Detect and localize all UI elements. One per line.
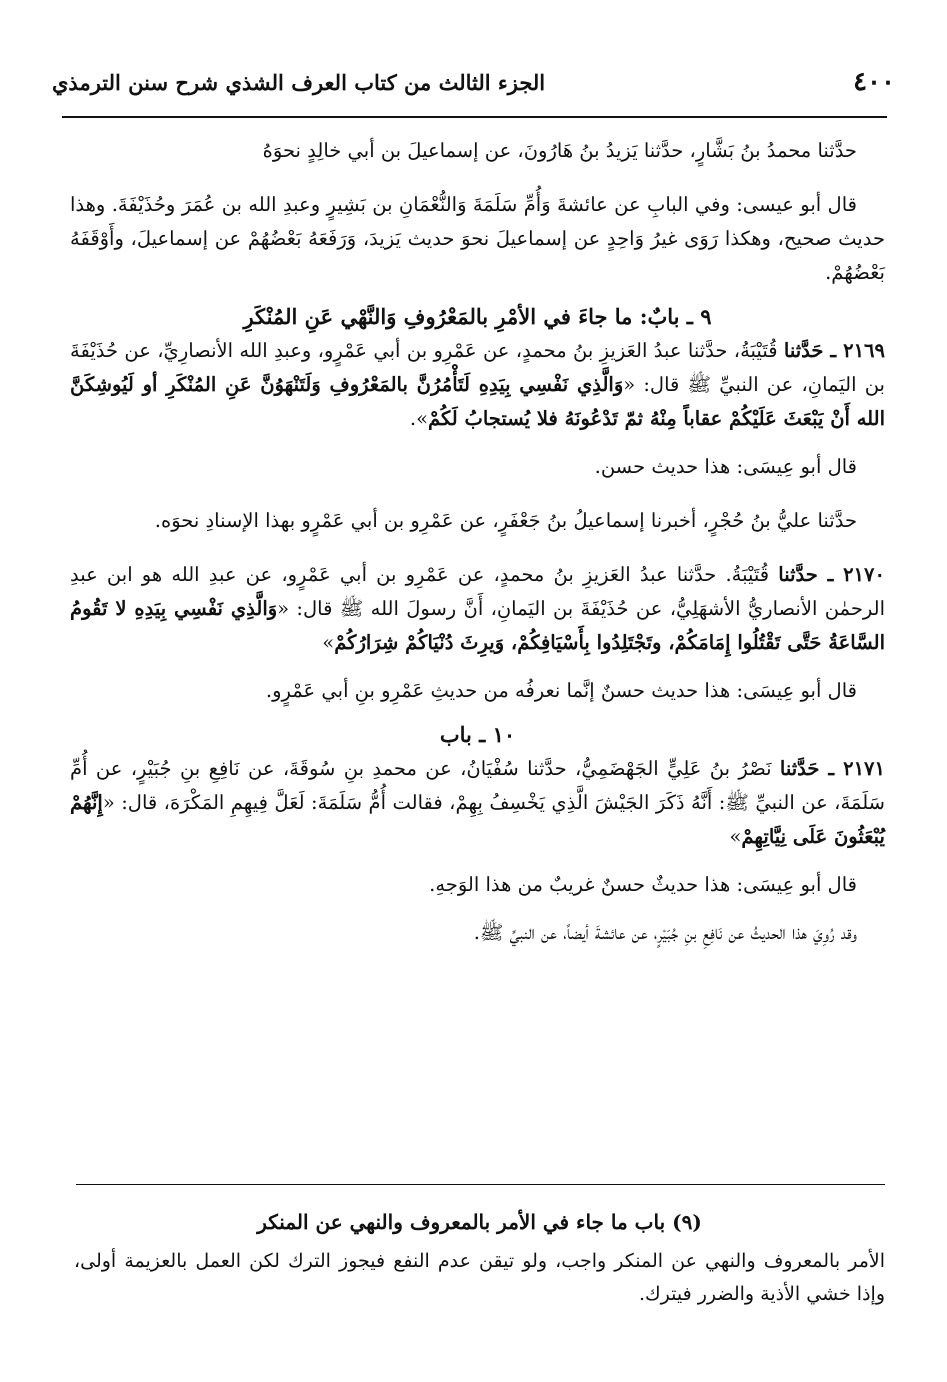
paragraph-isnad-2: حدَّثنا عليُّ بنُ حُجْرٍ، أخبرنا إسماعيلُ بنُ جَعْفَرٍ، عن عَمْرِو بن أبي عَمْرٍو بهذا الإسنادِ نحوَه. [154, 509, 857, 532]
hadith-matn: وَالَّذِي نَفْسِي بِيَدِهِ لا تَقُومُ السَّاعَةُ حَتَّى تَقْتُلُوا إِمَامَكُمْ، وتَجْتَلِدُوا بِأَسْيَافِكُمْ، وَيرِثَ دُنْيَاكُمْ شِرَارُكُمْ [70, 597, 885, 654]
paragraph-abu-isa-2: قال أبو عِيسَى: هذا حديث حسن. [594, 455, 857, 478]
paragraph-abu-isa-4: قال أبو عِيسَى: هذا حديثٌ حسنٌ غريبٌ من هذا الوَجهِ. [429, 873, 857, 896]
footnote-title: (٩) باب ما جاء في الأمر بالمعروف والنهي عن المنكر [257, 1210, 702, 1234]
header-rule [62, 116, 887, 118]
quote-close: » [322, 631, 335, 654]
hadith-isnad: نَصْرُ بنُ عَلِيٍّ الجَهْضَمِيُّ، حدَّثنا سُفْيَانُ، عن محمدِ بنِ سُوقَةَ، عن نَافِعِ بنِ جُبَيْرٍ، عن أُمِّ سَلَمَةَ، عن النبيِّ ﷺ: أَنَّهُ ذَكَرَ الجَيْشَ الَّذِي يَخْسِفُ بِهِمْ، فقالت أُمُّ سَلَمَةَ: لَعَلَّ فِيهِمِ المَكْرَهَ، قال: « [70, 757, 885, 814]
page-header [52, 62, 895, 102]
paragraph-riwaya: وقد رُوِيَ هذا الحديثُ عن نَافِعِ بنِ جُبَيْرٍ، عن عائشةَ أيضاً، عن النبيِّ ﷺ. [473, 921, 857, 944]
chapter-heading-9: ٩ ـ بابٌ: ما جاءَ في الأمْرِ بالمَعْرُوفِ وَالنَّهْي عَنِ المُنْكَرِ [243, 304, 712, 329]
hadith-2171 [70, 752, 885, 854]
footnote-rule [76, 1184, 885, 1185]
paragraph-isnad-1: حدَّثنا محمدُ بنُ بَشَّارٍ، حدَّثنا يَزيدُ بنُ هَارُونَ، عن إسماعيلَ بن أبي خالِدٍ نحوَهُ [262, 139, 857, 162]
quote-close: ». [409, 407, 429, 430]
hadith-number: ٢١٧٠ ـ حدَّثنا [778, 563, 885, 586]
hadith-isnad: قُتَيْبَةُ. حدَّثنا عبدُ العَزيزِ بنُ محمدٍ، عن عَمْرِو بن أبي عَمْرٍو، عن عبدِ الله هو ابن عبدِ الرحمٰن الأنصاريُّ الأشهَلِيُّ، عن حُذَيْفَةَ بن اليَمانِ، أَنَّ رسولَ الله ﷺ قال: « [70, 563, 885, 620]
paragraph-abu-isa-1: قال أبو عيسى: وفي البابِ عن عائشةَ وَأُمِّ سَلَمَةَ وَالنُّعْمَانِ بن بَشِيرٍ وعبدِ الله بن عُمَرَ وحُذَيْفَةَ. وهذا حديث صحيح، وهكذا رَوَى غيرُ وَاحِدٍ عن إسماعيلَ نحوَ حديث يَزيدَ، وَرَفَعَهُ بَعْضُهُمْ عن إسماعيلَ، وأَوْقَفَهُ بَعْضُهُمْ. [70, 193, 885, 284]
hadith-isnad: قُتَيْبَةُ، حدَّثنا عبدُ العَزيزِ بنُ محمدٍ، عن عَمْرِو بن أبي عَمْرٍو، وعبدِ الله الأنصارِيِّ، عن حُذَيْفَةَ بن اليَمانِ، عن النبيِّ ﷺ قال: « [70, 339, 885, 396]
quote-close: » [729, 825, 742, 848]
chapter-heading-10: ١٠ ـ باب [439, 722, 516, 747]
hadith-matn: إِنَّهُمْ يُبْعَثُونَ عَلَى نِيَّاتِهِمْ [70, 791, 885, 848]
main-text [70, 134, 885, 950]
hadith-number: ٢١٦٩ ـ حَدَّثنا [783, 339, 885, 362]
footnote [74, 1206, 885, 1311]
hadith-2170 [70, 558, 885, 660]
page-number: ٤٠٠ [853, 67, 895, 97]
hadith-matn: وَالَّذِي نَفْسِي بِيَدِهِ لَتَأْمُرُنَّ بالمَعْرُوفِ وَلَتَنْهَوُنَّ عَنِ المُنْكَرِ أو لَيُوشِكَنَّ الله أَنْ يَبْعَثَ عَلَيْكُمْ عقاباً مِنْهُ ثمّ تَدْعُونَهُ فلا يُستجابُ لَكُمْ [70, 373, 885, 430]
footnote-text: الأمر بالمعروف والنهي عن المنكر واجب، ولو تيقن عدم النفع فيجوز الترك لكن العمل بالعزيمة أولى، وإذا خشي الأذية والضرر فيترك. [74, 1250, 886, 1305]
hadith-number: ٢١٧١ ـ حَدَّثنا [779, 757, 885, 780]
running-title: الجزء الثالث من كتاب العرف الشذي شرح سنن الترمذي [52, 69, 546, 95]
hadith-2169 [70, 334, 885, 436]
paragraph-abu-isa-3: قال أبو عِيسَى: هذا حديث حسنٌ إنَّما نعرفُه من حديثِ عَمْرِو بنِ أبي عَمْرٍو. [265, 679, 857, 702]
